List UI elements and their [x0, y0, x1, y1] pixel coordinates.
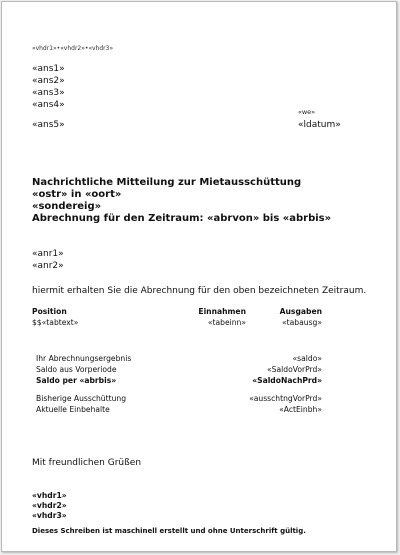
heading-line-1: Nachrichtliche Mitteilung zur Mietausschüttung: [32, 177, 302, 188]
date-field: «ldatum»: [298, 120, 341, 130]
header-position: Position: [32, 307, 67, 316]
summary-label-retained: Aktuelle Einbehalte: [36, 405, 110, 414]
summary-value-previous: «SaldoVorPrd»: [267, 365, 322, 374]
heading-line-2: «ostr» in «oort»: [32, 189, 122, 200]
row-income: «tabeinn»: [207, 318, 246, 327]
heading-line-3: «sondereig»: [32, 201, 102, 212]
row-position: $$«tabtext»: [32, 318, 79, 327]
summary-value-paid: «ausschtngVorPrd»: [249, 394, 322, 403]
row-expenses: «tabausg»: [282, 318, 322, 327]
header-income: Einnahmen: [198, 307, 246, 316]
salutation-line-1: «anr1»: [32, 249, 64, 259]
summary-value-balance: «SaldoNachPrd»: [252, 376, 322, 385]
heading-line-4: Abrechnung für den Zeitraum: «abrvon» bis «abrbis»: [32, 213, 332, 224]
signature-line-1: «vhdr1»: [32, 491, 67, 500]
letter-page: [1, 1, 397, 552]
address-line-5: «ans5»: [32, 120, 65, 130]
address-line-4: «ans4»: [32, 100, 65, 110]
summary-label-previous: Saldo aus Vorperiode: [36, 365, 117, 374]
header-expenses: Ausgaben: [279, 307, 322, 316]
address-line-2: «ans2»: [32, 76, 65, 86]
summary-label-result: Ihr Abrechnungsergebnis: [36, 354, 132, 363]
address-line-3: «ans3»: [32, 88, 65, 98]
summary-label-balance: Saldo per «abrbis»: [36, 376, 117, 385]
footer-note: Dieses Schreiben ist maschinell erstellt und ohne Unterschrift gültig.: [32, 527, 306, 535]
sender-line: «vhdr1»•«vhdr2»•«vhdr3»: [32, 45, 114, 52]
place-field: «we»: [298, 108, 316, 116]
closing-text: Mit freundlichen Grüßen: [32, 458, 142, 468]
intro-text: hiermit erhalten Sie die Abrechnung für den oben bezeichneten Zeitraum.: [32, 286, 367, 296]
signature-line-3: «vhdr3»: [32, 511, 67, 520]
signature-line-2: «vhdr2»: [32, 501, 67, 510]
summary-value-result: «saldo»: [292, 354, 322, 363]
summary-value-retained: «ActEinbh»: [279, 405, 322, 414]
salutation-line-2: «anr2»: [32, 261, 64, 271]
summary-label-paid: Bisherige Ausschüttung: [36, 394, 127, 403]
address-line-1: «ans1»: [32, 64, 65, 74]
